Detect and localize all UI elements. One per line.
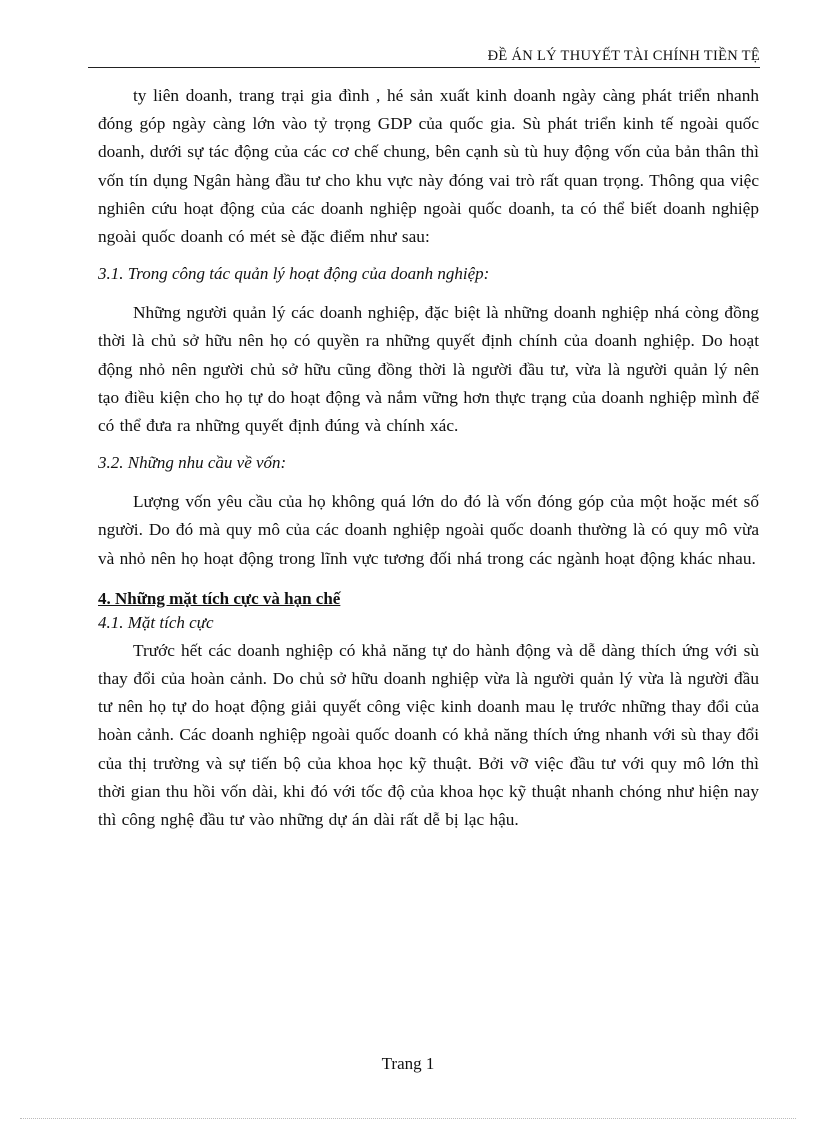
section-heading-4: 4. Những mặt tích cực và hạn chế (98, 588, 341, 608)
subheading-3-1: 3.1. Trong công tác quản lý hoạt động của doanh nghiệp: (98, 264, 490, 284)
paragraph-intro: ty liên doanh, trang trại gia đình , hé sản xuất kinh doanh ngày càng phát triển nhanh đóng góp ngày càng lớn vào tỷ trọng GDP của quốc gia. Sù phát triển kinh tế ngoài quốc doanh, dưới sự tác động của các cơ chế chung, bên cạnh sù tù huy động vốn của bản thân thì vốn tín dụng Ngân hàng đầu tư cho khu vực này đóng vai trò rất quan trọng. Thông qua việc nghiên cứu hoạt động của các doanh nghiệp ngoài quốc doanh, ta có thể biết doanh nghiệp ngoài quốc doanh có mét sè đặc điểm như sau: (98, 86, 759, 247)
subheading-4-1: 4.1. Mặt tích cực (98, 612, 214, 632)
running-header: ĐỀ ÁN LÝ THUYẾT TÀI CHÍNH TIỀN TỆ (88, 48, 760, 68)
subheading-3-2: 3.2. Những nhu cầu về vốn: (98, 453, 287, 473)
paragraph-positive: Trước hết các doanh nghiệp có khả năng tự do hành động và dễ dàng thích ứng với sù thay đổi của hoàn cảnh. Do chủ sở hữu doanh nghiệp vừa là người quản lý vừa là người đầu tư nên họ tự do hoạt động giải quyết công việc kinh doanh mau lẹ trước những thay đổi của hoàn cảnh. Các doanh nghiệp ngoài quốc doanh có khả năng thích ứng nhanh với sù thay đổi của thị trường và sự tiến bộ của khoa học kỹ thuật. Bởi vỡ việc đầu tư với quy mô lớn thì thời gian thu hồi vốn dài, khi đó với tốc độ của khoa học kỹ thuật nhanh chóng như hiện nay thì công nghệ đầu tư vào những dự án dài rất dễ bị lạc hậu. (98, 640, 759, 830)
page-number: Trang 1 (381, 1054, 435, 1073)
paragraph-management: Những người quản lý các doanh nghiệp, đặc biệt là những doanh nghiệp nhá còng đồng thời là chủ sở hữu nên họ có quyền ra những quyết định chính của doanh nghiệp. Do hoạt động nhỏ nên người chủ sở hữu cũng đồng thời là người đầu tư, vừa là người quản lý nên tạo điều kiện cho họ tự do hoạt động và nắm vững hơn thực trạng của doanh nghiệp mình để có thể đưa ra những quyết định đúng và chính xác. (98, 303, 759, 436)
page-bottom-divider (20, 1118, 796, 1119)
paragraph-capital: Lượng vốn yêu cầu của họ không quá lớn do đó là vốn đóng góp của một hoặc mét số người. Do đó mà quy mô của các doanh nghiệp ngoài quốc doanh thường là có quy mô vừa và nhỏ nên họ hoạt động trong lĩnh vực tương đối nhá trong các ngành hoạt động khác nhau. (98, 492, 759, 568)
document-body (98, 82, 759, 834)
